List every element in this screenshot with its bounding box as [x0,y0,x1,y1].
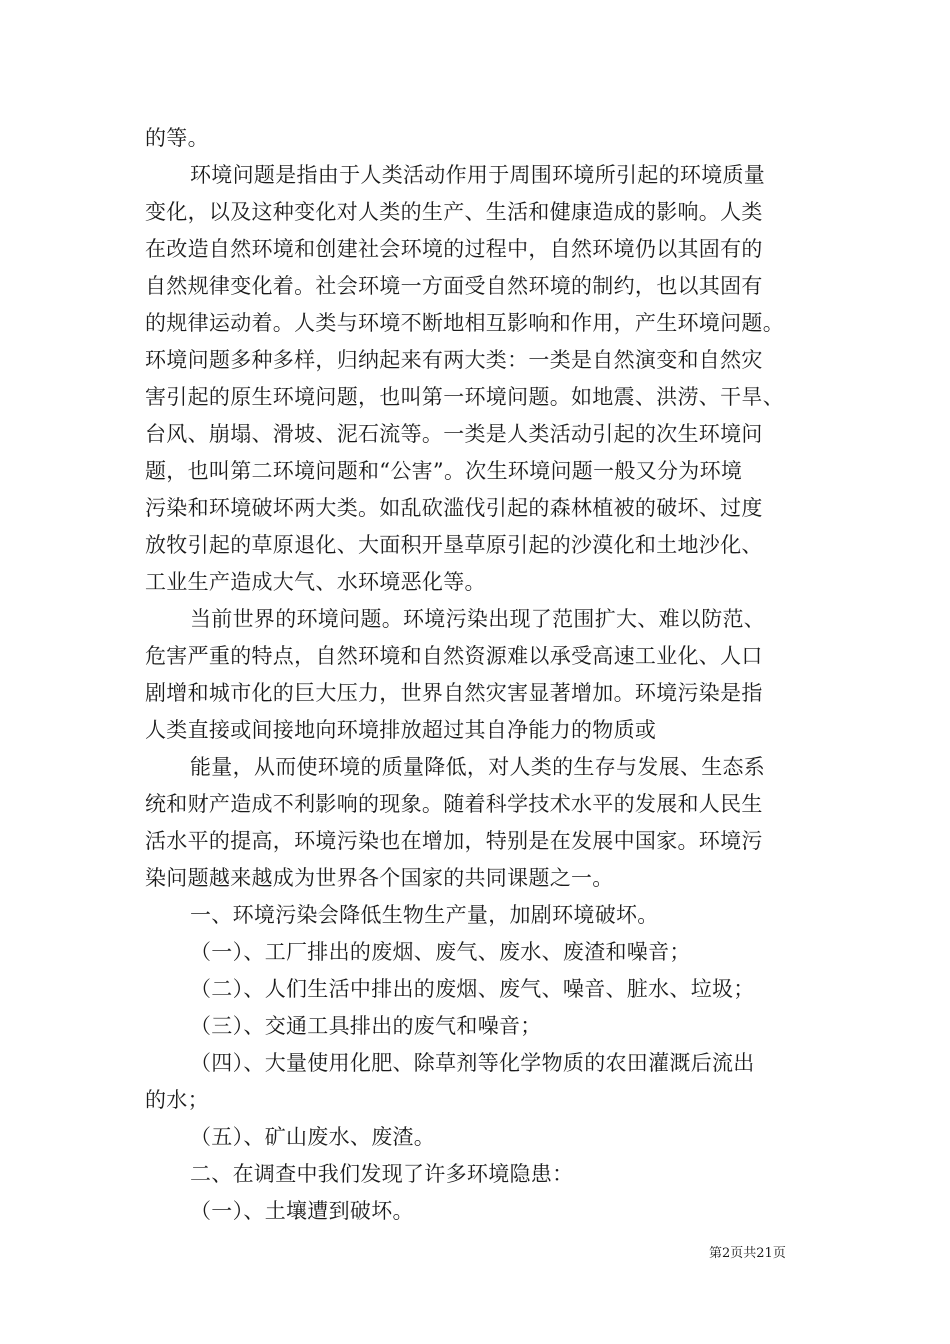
section-heading: 一、环境污染会降低生物生产量，加剧环境破坏。 [190,903,659,927]
list-item: （一）、工厂排出的废烟、废气、废水、废渣和噪音； [190,940,691,964]
paragraph-start: 当前世界的环境问题。环境污染出现了范围扩大、难以防范、 [190,607,766,631]
text-line: 污染和环境破坏两大类。如乱砍滥伐引起的森林植被的破坏、过度 [145,496,763,520]
paragraph-start: 能量，从而使环境的质量降低，对人类的生存与发展、生态系 [190,755,766,779]
paragraph-start: 环境问题是指由于人类活动作用于周围环境所引起的环境质量 [190,163,766,187]
text-line: 台风、崩塌、滑坡、泥石流等。一类是人类活动引起的次生环境问 [145,422,763,446]
text-line: 自然规律变化着。社会环境一方面受自然环境的制约，也以其固有 [145,274,763,298]
text-line: 的等。 [145,126,209,150]
text-line: 放牧引起的草原退化、大面积开垦草原引起的沙漠化和土地沙化、 [145,533,763,557]
text-line: 人类直接或间接地向环境排放超过其自净能力的物质或 [145,718,657,742]
list-item: （五）、矿山废水、废渣。 [190,1125,436,1149]
list-item: （二）、人们生活中排出的废烟、废气、噪音、脏水、垃圾； [190,977,755,1001]
text-line: 剧增和城市化的巨大压力，世界自然灾害显著增加。环境污染是指 [145,681,763,705]
text-line: 活水平的提高，环境污染也在增加，特别是在发展中国家。环境污 [145,829,763,853]
text-line: 统和财产造成不利影响的现象。随着科学技术水平的发展和人民生 [145,792,763,816]
text-line: 染问题越来越成为世界各个国家的共同课题之一。 [145,866,614,890]
text-line: 危害严重的特点，自然环境和自然资源难以承受高速工业化、人口 [145,644,763,668]
list-item: （三）、交通工具排出的废气和噪音； [190,1014,542,1038]
text-line: 工业生产造成大气、水环境恶化等。 [145,570,486,594]
text-line: 在改造自然环境和创建社会环境的过程中，自然环境仍以其固有的 [145,237,763,261]
text-line: 题，也叫第二环境问题和“公害”。次生环境问题一般又分为环境 [145,459,743,483]
list-item: （一）、土壤遭到破坏。 [190,1199,414,1223]
text-line: 的规律运动着。人类与环境不断地相互影响和作用，产生环境问题。 [145,311,784,335]
text-line: 害引起的原生环境问题，也叫第一环境问题。如地震、洪涝、干旱、 [145,385,784,409]
section-heading: 二、在调查中我们发现了许多环境隐患： [190,1162,574,1186]
text-line: 变化，以及这种变化对人类的生产、生活和健康造成的影响。人类 [145,200,763,224]
list-item: （四）、大量使用化肥、除草剂等化学物质的农田灌溉后流出 [190,1051,755,1075]
text-line: 环境问题多种多样，归纳起来有两大类：一类是自然演变和自然灾 [145,348,763,372]
page-number: 第2页共21页 [709,1246,786,1261]
text-line: 的水； [145,1088,209,1112]
